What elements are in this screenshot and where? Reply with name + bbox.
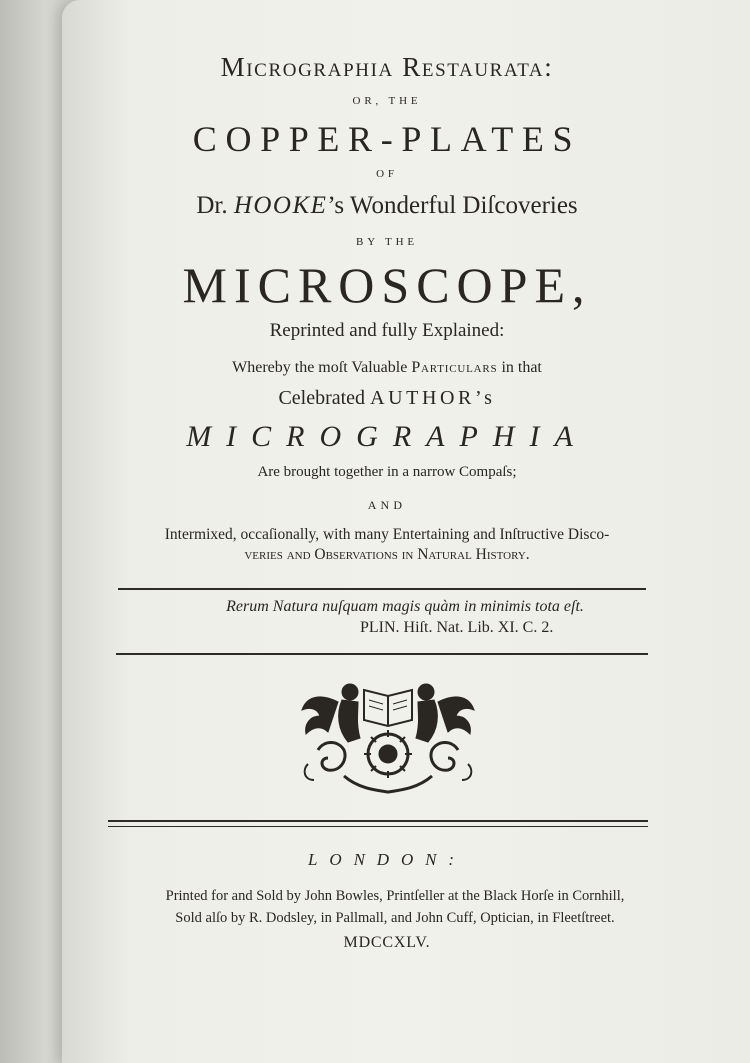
and-line: AND — [367, 498, 407, 512]
intermixed-line-2 — [62, 546, 712, 564]
motto-latin: Rerum Natura nuſquam magis quàm in minimis tota eſt. — [226, 598, 584, 615]
printers-ornament — [298, 680, 478, 795]
right-wing — [438, 697, 474, 734]
date-line: MDCCXLV. — [343, 934, 431, 951]
microscope-heading: MICROSCOPE, — [182, 257, 592, 313]
motto-source: PLIN. Hiſt. Nat. Lib. XI. C. 2. — [360, 619, 554, 636]
right-cherub-head — [418, 684, 434, 700]
hooke-name: HOOKE — [233, 192, 328, 219]
author-word: AUTHOR’s — [370, 387, 496, 409]
london-line: LONDON: — [308, 850, 466, 869]
middle-rule — [116, 653, 648, 655]
left-cherub-body — [339, 700, 360, 742]
hooke-rest: ’s Wonderful Diſcoveries — [327, 192, 578, 219]
imprint-line-2: Sold alſo by R. Dodsley, in Pallmall, and John Cuff, Optician, in Fleetſtreet. — [175, 910, 615, 926]
hooke-line — [62, 192, 712, 220]
bottom-scroll — [344, 776, 432, 792]
intermixed-line-1: Intermixed, occaſionally, with many Entertaining and Inſtructive Disco- — [164, 526, 610, 543]
by-the: BY THE — [356, 236, 418, 248]
title-text: Micrographia Restaurata: — [220, 52, 554, 82]
left-cherub-head — [342, 684, 358, 700]
imprint-line-1: Printed for and Sold by John Bowles, Printſeller at the Black Horſe in Cornhill, — [165, 888, 625, 904]
lower-rule-top — [108, 820, 648, 822]
copper-plates-heading: COPPER-PLATES — [192, 119, 582, 159]
upper-rule — [118, 588, 646, 590]
whereby-part-a: Whereby the moſt Valuable — [232, 359, 408, 376]
whereby-particulars: Particulars — [411, 359, 498, 376]
lower-rule-bottom — [108, 826, 648, 827]
hooke-dr: Dr. — [196, 192, 228, 219]
whereby-part-b: in that — [501, 359, 542, 376]
left-wing — [302, 697, 338, 734]
or-the: OR, THE — [352, 95, 422, 107]
celebrated-line — [62, 387, 712, 410]
right-cherub-body — [416, 700, 437, 742]
title-line — [62, 52, 712, 83]
right-scroll — [431, 743, 458, 771]
brought-line: Are brought together in a narrow Compaſs; — [257, 464, 517, 480]
intermixed-line-2-text: veries and Observations in Natural History. — [244, 546, 530, 563]
celebrated-word: Celebrated — [278, 387, 366, 409]
micrographia-heading: MICROGRAPHIA — [186, 420, 588, 453]
of-line: OF — [376, 168, 398, 180]
whereby-line — [62, 359, 712, 377]
reprinted-line: Reprinted and fully Explained: — [269, 320, 505, 341]
left-scroll — [318, 743, 345, 771]
